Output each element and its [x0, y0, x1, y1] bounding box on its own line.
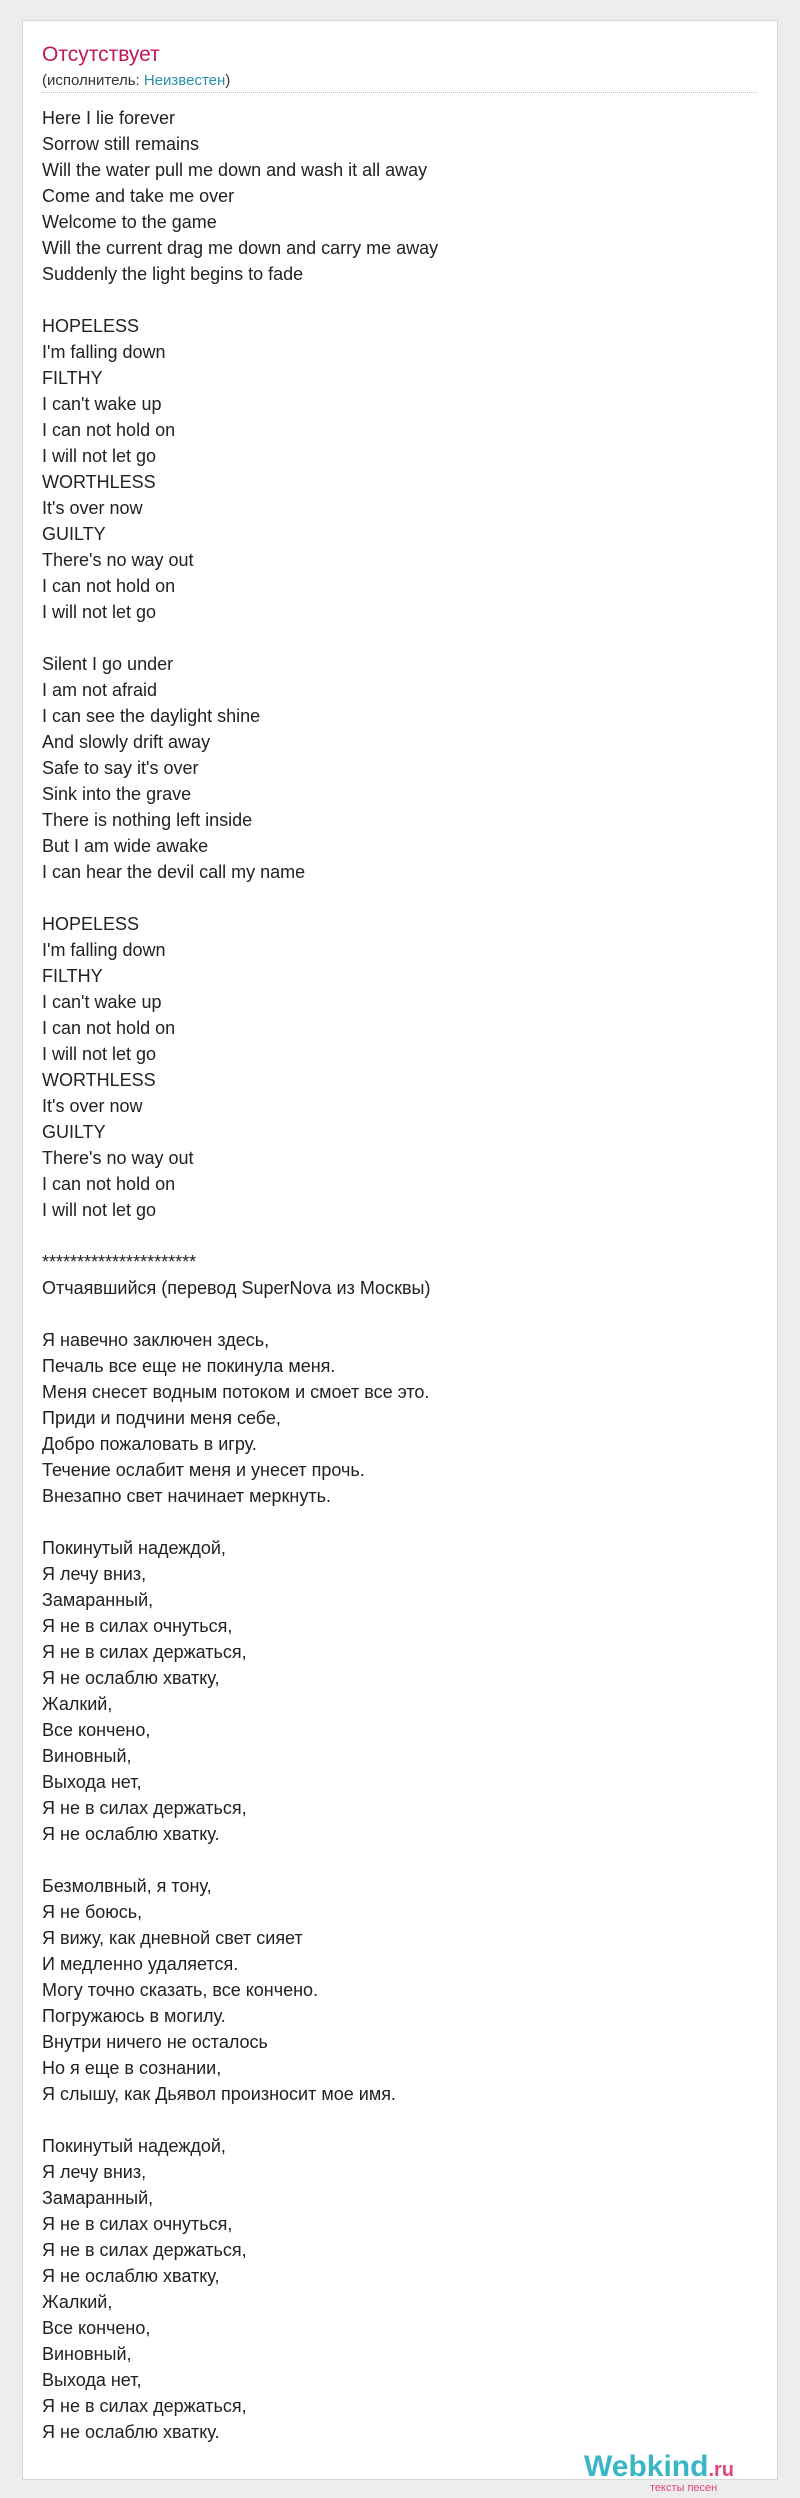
- lyrics-line: I'm falling down: [42, 342, 166, 362]
- lyrics-line: Добро пожаловать в игру.: [42, 1434, 257, 1454]
- lyrics-line: I can not hold on: [42, 420, 176, 440]
- lyrics-line: Here I lie forever: [42, 108, 176, 128]
- lyrics-line: Я не ослаблю хватку.: [42, 1824, 220, 1844]
- lyrics-line: Могу точно сказать, все кончено.: [42, 1980, 319, 2000]
- lyrics-line: Внутри ничего не осталось: [42, 2032, 268, 2052]
- lyrics-line: I will not let go: [42, 602, 157, 622]
- lyrics-line: Но я еще в сознании,: [42, 2058, 222, 2078]
- lyrics-line: Все кончено,: [42, 2318, 151, 2338]
- lyrics-line: Я не в силах держаться,: [42, 2240, 247, 2260]
- lyrics-line: Sorrow still remains: [42, 134, 200, 154]
- lyrics-line: Я не в силах держаться,: [42, 1642, 247, 1662]
- lyrics-line: Я не в силах очнуться,: [42, 1616, 233, 1636]
- lyrics-line: There is nothing left inside: [42, 810, 253, 830]
- lyrics-blank-line: [42, 2107, 756, 2133]
- lyrics-line: Меня снесет водным потоком и смоет все это.: [42, 1382, 430, 1402]
- lyrics-line: I can't wake up: [42, 394, 162, 414]
- lyrics-line: Я не в силах держаться,: [42, 2396, 247, 2416]
- lyrics-line: Покинутый надеждой,: [42, 1538, 226, 1558]
- artist-line: [42, 72, 230, 90]
- lyrics-line: GUILTY: [42, 1122, 106, 1142]
- lyrics-line: Я навечно заключен здесь,: [42, 1330, 270, 1350]
- logo-tagline: тексты песен: [650, 2482, 718, 2494]
- lyrics-line: I can not hold on: [42, 1174, 176, 1194]
- lyrics-line: I can not hold on: [42, 1018, 176, 1038]
- lyrics-line: Я вижу, как дневной свет сияет: [42, 1928, 303, 1948]
- lyrics-line: I will not let go: [42, 1044, 157, 1064]
- lyrics-line: Я не ослаблю хватку,: [42, 1668, 220, 1688]
- lyrics-line: WORTHLESS: [42, 472, 156, 492]
- lyrics-line: It's over now: [42, 1096, 143, 1116]
- lyrics-blank-line: [42, 1223, 756, 1249]
- lyrics-line: Я не ослаблю хватку.: [42, 2422, 220, 2442]
- lyrics-line: Welcome to the game: [42, 212, 217, 232]
- lyrics-line: HOPELESS: [42, 914, 140, 934]
- lyrics-line: Все кончено,: [42, 1720, 151, 1740]
- lyrics-line: I will not let go: [42, 1200, 157, 1220]
- lyrics-line: Come and take me over: [42, 186, 235, 206]
- lyrics-line: **********************: [42, 1252, 197, 1272]
- lyrics-blank-line: [42, 1301, 756, 1327]
- lyrics-line: FILTHY: [42, 368, 103, 388]
- lyrics-line: HOPELESS: [42, 316, 140, 336]
- lyrics-line: Внезапно свет начинает меркнуть.: [42, 1486, 331, 1506]
- artist-link[interactable]: Неизвестен: [143, 72, 226, 89]
- lyrics-line: Я не боюсь,: [42, 1902, 143, 1922]
- lyrics-line: Я лечу вниз,: [42, 1564, 147, 1584]
- lyrics-line: Sink into the grave: [42, 784, 192, 804]
- lyrics-line: I will not let go: [42, 446, 157, 466]
- lyrics-line: Я слышу, как Дьявол произносит мое имя.: [42, 2084, 396, 2104]
- lyrics-line: Выхода нет,: [42, 1772, 142, 1792]
- lyrics-line: Виновный,: [42, 2344, 132, 2364]
- artist-suffix: ): [225, 72, 231, 89]
- lyrics-line: FILTHY: [42, 966, 103, 986]
- lyrics-line: Will the water pull me down and wash it all away: [42, 160, 428, 180]
- lyrics-line: Безмолвный, я тону,: [42, 1876, 212, 1896]
- lyrics-line: There's no way out: [42, 1148, 194, 1168]
- lyrics-card: [22, 20, 778, 2494]
- lyrics-line: Печаль все еще не покинула меня.: [42, 1356, 336, 1376]
- lyrics-line: I can't wake up: [42, 992, 162, 1012]
- lyrics-line: И медленно удаляется.: [42, 1954, 239, 1974]
- lyrics-line: GUILTY: [42, 524, 106, 544]
- lyrics-line: I can see the daylight shine: [42, 706, 261, 726]
- lyrics-blank-line: [42, 1509, 756, 1535]
- lyrics-line: WORTHLESS: [42, 1070, 156, 1090]
- site-logo[interactable]: [584, 2450, 764, 2498]
- artist-prefix: (исполнитель:: [42, 72, 144, 89]
- lyrics-blank-line: [42, 287, 756, 313]
- lyrics-blank-line: [42, 625, 756, 651]
- lyrics-line: Приди и подчини меня себе,: [42, 1408, 281, 1428]
- song-title: Отсутствует: [42, 43, 160, 66]
- lyrics-line: And slowly drift away: [42, 732, 211, 752]
- logo-brand-name: Webkind: [584, 2450, 709, 2483]
- lyrics-line: Виновный,: [42, 1746, 132, 1766]
- lyrics-line: Погружаюсь в могилу.: [42, 2006, 226, 2026]
- lyrics-text: [42, 105, 756, 2445]
- lyrics-line: Suddenly the light begins to fade: [42, 264, 304, 284]
- lyrics-line: Я не в силах держаться,: [42, 1798, 247, 1818]
- lyrics-line: But I am wide awake: [42, 836, 209, 856]
- lyrics-line: There's no way out: [42, 550, 194, 570]
- lyrics-line: I can not hold on: [42, 576, 176, 596]
- lyrics-line: Течение ослабит меня и унесет прочь.: [42, 1460, 365, 1480]
- lyrics-line: Safe to say it's over: [42, 758, 199, 778]
- lyrics-line: I can hear the devil call my name: [42, 862, 306, 882]
- lyrics-line: Покинутый надеждой,: [42, 2136, 226, 2156]
- lyrics-line: Will the current drag me down and carry me away: [42, 238, 439, 258]
- lyrics-line: Жалкий,: [42, 1694, 113, 1714]
- lyrics-line: Отчаявшийся (перевод SuperNova из Москвы): [42, 1278, 431, 1298]
- lyrics-line: Я лечу вниз,: [42, 2162, 147, 2182]
- lyrics-line: I am not afraid: [42, 680, 158, 700]
- lyrics-line: It's over now: [42, 498, 143, 518]
- lyrics-line: Я не ослаблю хватку,: [42, 2266, 220, 2286]
- title-divider: [42, 92, 756, 93]
- lyrics-blank-line: [42, 885, 756, 911]
- lyrics-line: Silent I go under: [42, 654, 174, 674]
- lyrics-line: Замаранный,: [42, 2188, 154, 2208]
- lyrics-line: Жалкий,: [42, 2292, 113, 2312]
- lyrics-line: Выхода нет,: [42, 2370, 142, 2390]
- lyrics-blank-line: [42, 1847, 756, 1873]
- lyrics-line: I'm falling down: [42, 940, 166, 960]
- lyrics-line: Замаранный,: [42, 1590, 154, 1610]
- logo-tld: .ru: [708, 2459, 735, 2481]
- lyrics-line: Я не в силах очнуться,: [42, 2214, 233, 2234]
